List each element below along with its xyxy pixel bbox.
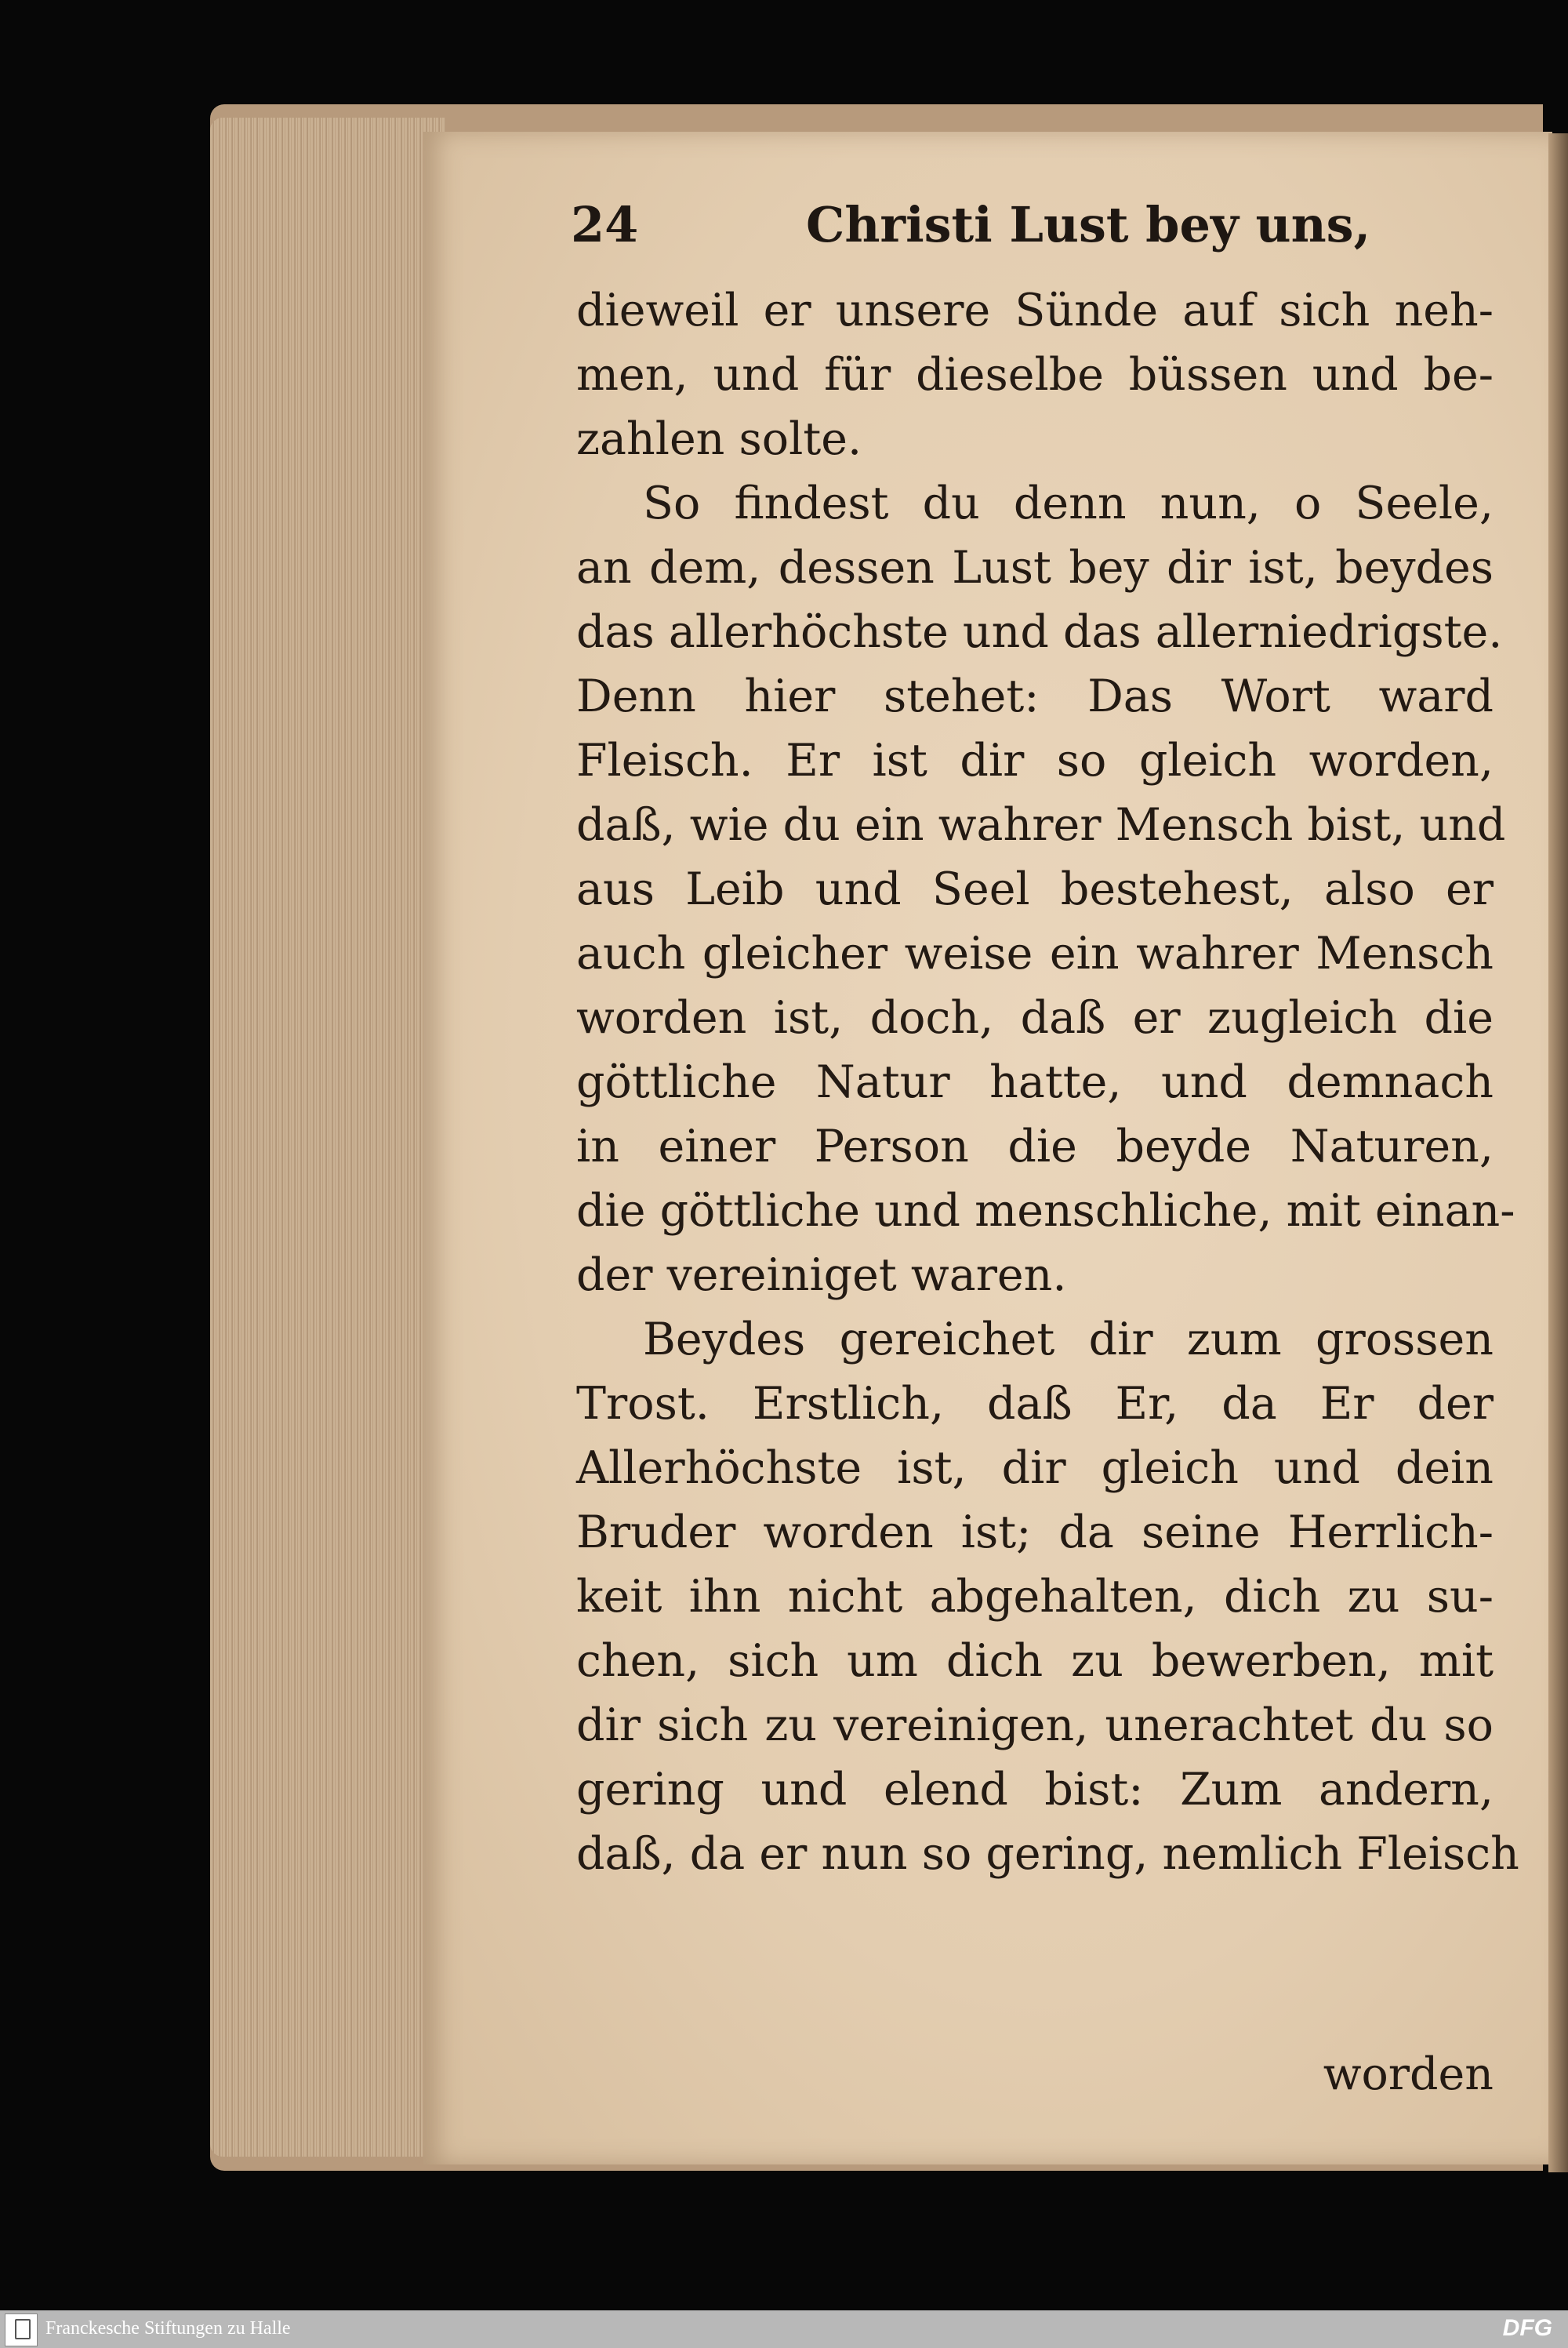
text-line: Denn hier stehet: Das Wort ward <box>576 671 1494 722</box>
text-line: So findest du denn nun, o Seele, <box>643 478 1494 529</box>
text-line: Trost. Erstlich, daß Er, da Er der <box>576 1378 1494 1430</box>
text-line: aus Leib und Seel bestehest, also er <box>576 863 1494 915</box>
text-line: keit ihn nicht abgehalten, dich zu su- <box>576 1571 1494 1623</box>
text-line: die göttliche und menschliche, mit einan- <box>576 1185 1515 1237</box>
text-line: auch gleicher weise ein wahrer Mensch <box>576 928 1494 980</box>
institution-logo-icon <box>5 2313 38 2346</box>
text-line: Allerhöchste ist, dir gleich und dein <box>576 1442 1494 1494</box>
text-line: gering und elend bist: Zum andern, <box>576 1764 1494 1816</box>
viewer-footer-bar <box>0 2310 1568 2348</box>
text-line: men, und für dieselbe büssen und be- <box>576 349 1494 401</box>
text-line: an dem, dessen Lust bey dir ist, beydes <box>576 542 1494 594</box>
page-edges <box>210 118 445 2157</box>
text-line: zahlen solte. <box>576 413 862 465</box>
page-gutter <box>1548 133 1568 2172</box>
catchword: worden <box>1323 2048 1494 2100</box>
page-header <box>571 196 1496 267</box>
running-title: Christi Lust bey uns, <box>806 196 1371 253</box>
text-line: chen, sich um dich zu bewerben, mit <box>576 1635 1494 1687</box>
funder-logo: DFG <box>1502 2315 1552 2341</box>
text-line: dir sich zu vereinigen, unerachtet du so <box>576 1699 1494 1751</box>
text-line: göttliche Natur hatte, und demnach <box>576 1056 1494 1108</box>
text-line: Bruder worden ist; da seine Herrlich- <box>576 1507 1494 1558</box>
text-line: dieweil er unsere Sünde auf sich neh- <box>576 285 1494 336</box>
text-line: worden ist, doch, daß er zugleich die <box>576 992 1494 1044</box>
text-line: in einer Person die beyde Naturen, <box>576 1121 1494 1172</box>
institution-name: Franckesche Stiftungen zu Halle <box>45 2318 291 2339</box>
text-line: Beydes gereichet dir zum grossen <box>643 1314 1494 1365</box>
text-line: das allerhöchste und das allerniedrigste. <box>576 606 1503 658</box>
text-line: daß, da er nun so gering, nemlich Fleisch <box>576 1828 1519 1880</box>
text-line: Fleisch. Er ist dir so gleich worden, <box>576 735 1494 787</box>
page-number: 24 <box>571 196 639 253</box>
body-text <box>576 278 1519 1886</box>
text-line: der vereiniget waren. <box>576 1249 1067 1301</box>
text-line: daß, wie du ein wahrer Mensch bist, und <box>576 799 1506 851</box>
